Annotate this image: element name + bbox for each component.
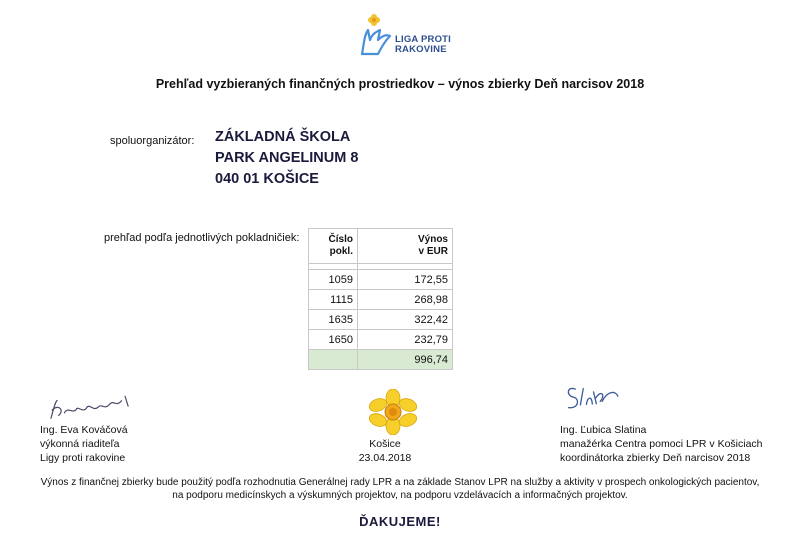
collection-boxes-label: prehľad podľa jednotlivých pokladničiek: <box>104 232 300 244</box>
signatory-name: Ing. Ľubica Slatina <box>560 424 647 436</box>
daffodil-icon <box>366 389 420 435</box>
amount-cell: 322,42 <box>358 310 453 330</box>
hand-daffodil-logo-icon <box>358 14 394 58</box>
box-number-cell: 1650 <box>309 330 358 350</box>
amount-cell: 172,55 <box>358 270 453 290</box>
place: Košice <box>369 438 401 450</box>
box-number-cell: 1115 <box>309 290 358 310</box>
signatory-role: manažérka Centra pomoci LPR v Košiciach <box>560 438 763 450</box>
co-organizer-line-3: 040 01 KOŠICE <box>215 171 319 187</box>
footer-note <box>0 476 800 502</box>
logo-line-2: RAKOVINE <box>395 44 447 55</box>
amount-cell: 268,98 <box>358 290 453 310</box>
total-amount-cell: 996,74 <box>358 350 453 370</box>
footer-line-1: Výnos z finančnej zbierky bude použitý podľa rozhodnutia Generálnej rady LPR a na základe Stanov LPR na služby a aktivity v prospech onkologických pacientov, <box>40 477 760 488</box>
table-header-row <box>309 229 453 264</box>
signatory-org: Ligy proti rakovine <box>40 452 126 464</box>
table-total-row <box>309 350 453 370</box>
collection-boxes-table <box>308 228 453 370</box>
footer-line-2: na podporu medicínskych a výskumných projektov, na podporu vzdelávacích a informačných projektov. <box>172 490 628 501</box>
place-and-date <box>330 437 440 465</box>
co-organizer-line-1: ZÁKLADNÁ ŠKOLA <box>215 129 351 145</box>
co-organizer-label: spoluorganizátor: <box>110 135 195 147</box>
logo-line-1: LIGA PROTI <box>395 34 452 45</box>
handwritten-signature-right <box>561 380 623 418</box>
signature-left <box>40 423 128 465</box>
handwritten-signature-left <box>45 389 137 424</box>
co-organizer-line-2: PARK ANGELINUM 8 <box>215 150 359 166</box>
signature-right <box>560 423 763 465</box>
signatory-org: koordinátorka zbierky Deň narcisov 2018 <box>560 452 751 464</box>
thank-you-heading: ĎAKUJEME! <box>359 514 441 529</box>
header-box-number: Číslo pokl. <box>309 229 358 264</box>
table-row <box>309 290 453 310</box>
table-row <box>309 270 453 290</box>
document-title: Prehľad vyzbieraných finančných prostriedkov – výnos zbierky Deň narcisov 2018 <box>155 77 645 91</box>
header-amount: Výnos v EUR <box>358 229 453 264</box>
signatory-name: Ing. Eva Kováčová <box>40 424 128 436</box>
box-number-cell: 1059 <box>309 270 358 290</box>
table-row <box>309 330 453 350</box>
co-organizer-address <box>215 127 358 190</box>
date: 23.04.2018 <box>358 452 412 464</box>
box-number-cell: 1635 <box>309 310 358 330</box>
signatory-role: výkonná riaditeľa <box>40 438 120 450</box>
total-label-cell <box>309 350 358 370</box>
table-row <box>309 310 453 330</box>
logo <box>358 14 458 60</box>
amount-cell: 232,79 <box>358 330 453 350</box>
